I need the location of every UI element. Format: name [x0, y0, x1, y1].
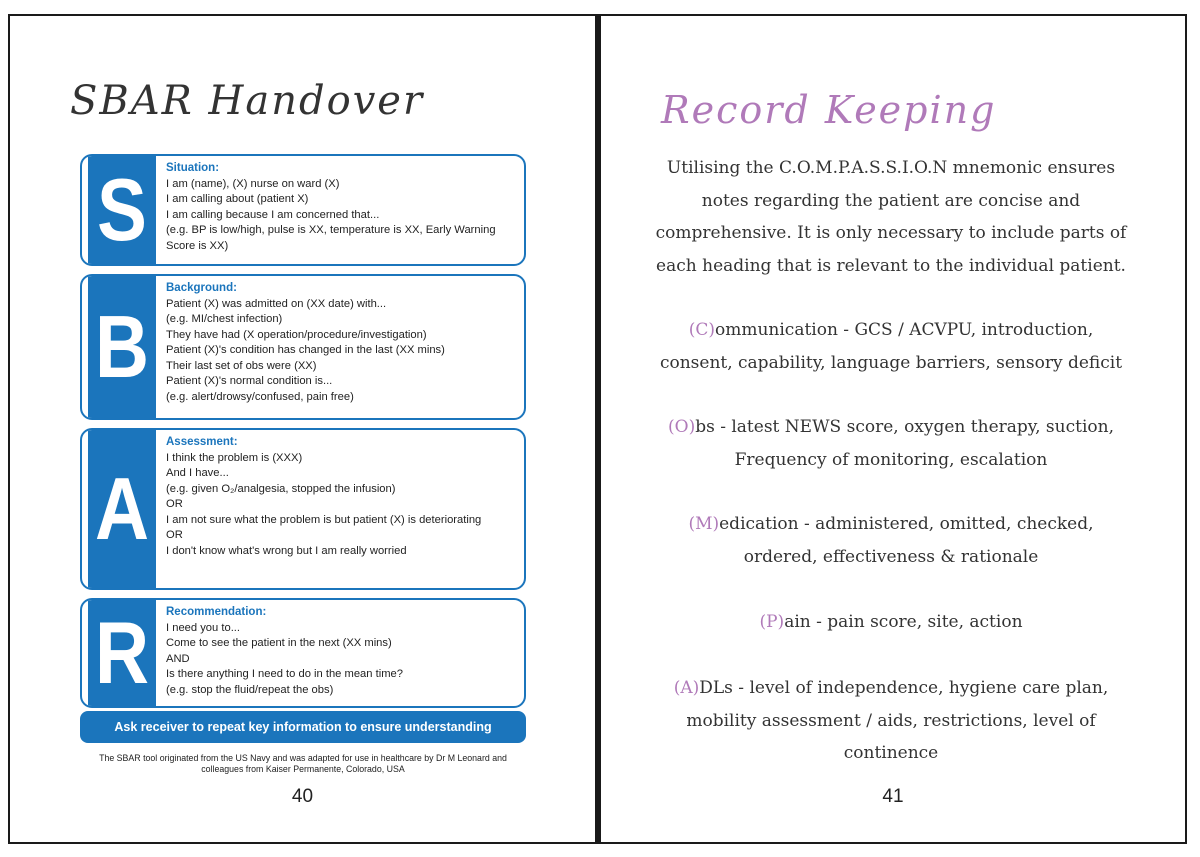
compassion-letter: (M): [688, 514, 720, 534]
sbar-line: OR: [166, 498, 183, 510]
sbar-line: OR: [166, 529, 183, 541]
compassion-letter: (O): [668, 417, 696, 437]
sbar-line: I think the problem is (XXX): [166, 451, 303, 464]
sbar-line: AND: [166, 652, 190, 665]
left-page: [8, 14, 597, 844]
sbar-line: (e.g. MI/chest infection): [166, 313, 283, 325]
compassion-text: ain - pain score, site, action: [784, 612, 1023, 632]
sbar-line: I am calling about (patient X): [166, 193, 309, 205]
sbar-letter-b: B: [88, 276, 156, 418]
sbar-line: (e.g. stop the fluid/repeat the obs): [166, 683, 334, 696]
compassion-item: [653, 672, 1129, 770]
compassion-text: DLs - level of independence, hygiene care plan, mobility assessment / aids, restrictions, level of continence: [686, 678, 1109, 763]
sbar-letter-r: R: [88, 600, 156, 706]
sbar-line: (e.g. alert/drowsy/confused, pain free): [166, 390, 354, 403]
sbar-line: Patient (X) was admitted on (XX date) with...: [166, 297, 387, 310]
sbar-assessment-body: [162, 430, 489, 588]
sbar-background-body: [162, 276, 453, 418]
sbar-line: I am calling because I am concerned that...: [166, 208, 380, 221]
page-title-record-keeping: Record Keeping: [661, 88, 997, 132]
sbar-line: They have had (X operation/procedure/investigation): [166, 328, 427, 341]
sbar-heading: Situation:: [166, 162, 220, 174]
compassion-item: [653, 508, 1129, 573]
compassion-text: bs - latest NEWS score, oxygen therapy, suction, Frequency of monitoring, escalation: [695, 417, 1114, 470]
compassion-item: [653, 314, 1129, 379]
compassion-letter: (C): [688, 320, 715, 340]
sbar-background: [80, 274, 526, 420]
compassion-item: [653, 411, 1129, 476]
sbar-heading: Background:: [166, 282, 237, 294]
intro-paragraph: Utilising the C.O.M.P.A.S.S.I.O.N mnemonic ensures notes regarding the patient are concise and comprehensive. It is only necessary to include parts of each heading that is relevant to the individual patient.: [655, 158, 1127, 276]
sbar-line: I am not sure what the problem is but patient (X) is deteriorating: [166, 513, 482, 526]
sbar-line: Their last set of obs were (XX): [166, 359, 317, 372]
ask-receiver-banner: Ask receiver to repeat key information to ensure understanding: [80, 711, 526, 743]
sbar-recommendation-body: [162, 600, 411, 706]
sbar-line: (e.g. BP is low/high, pulse is XX, temperature is XX, Early Warning Score is XX): [166, 224, 499, 252]
sbar-line: Come to see the patient in the next (XX mins): [166, 637, 392, 649]
sbar-line: I am (name), (X) nurse on ward (X): [166, 177, 340, 190]
page-title-sbar: SBAR Handover: [70, 78, 425, 124]
sbar-situation: [80, 154, 526, 266]
sbar-line: I need you to...: [166, 621, 241, 634]
sbar-footnote: The SBAR tool originated from the US Navy and was adapted for use in healthcare by Dr M Leonard and colleagues from Kaiser Permanente, Colorado, USA: [99, 753, 507, 774]
sbar-line: Is there anything I need to do in the mean time?: [166, 668, 403, 680]
compassion-letter: (P): [759, 612, 785, 632]
page-number-left: 40: [291, 786, 314, 807]
sbar-line: I don't know what's wrong but I am really worried: [166, 544, 407, 557]
compassion-text: edication - administered, omitted, checked, ordered, effectiveness & rationale: [719, 514, 1094, 567]
right-page: [597, 14, 1187, 844]
sbar-letter-s: S: [88, 156, 156, 264]
sbar-line: Patient (X)'s normal condition is...: [166, 375, 333, 387]
sbar-letter-a: A: [88, 430, 156, 588]
sbar-heading: Assessment:: [166, 436, 238, 448]
page-number-right: 41: [882, 786, 904, 807]
sbar-recommendation: [80, 598, 526, 708]
compassion-letter: (A): [673, 678, 700, 698]
sbar-situation-body: [162, 156, 524, 264]
sbar-line: Patient (X)'s condition has changed in the last (XX mins): [166, 344, 445, 356]
sbar-diagram: [80, 154, 526, 716]
sbar-line: (e.g. given O₂/analgesia, stopped the infusion): [166, 482, 396, 495]
compassion-text: ommunication - GCS / ACVPU, introduction, consent, capability, language barriers, sensory deficit: [659, 320, 1123, 373]
sbar-line: And I have...: [166, 467, 229, 479]
compassion-item: [653, 606, 1129, 639]
sbar-assessment: [80, 428, 526, 590]
sbar-heading: Recommendation:: [166, 606, 267, 618]
